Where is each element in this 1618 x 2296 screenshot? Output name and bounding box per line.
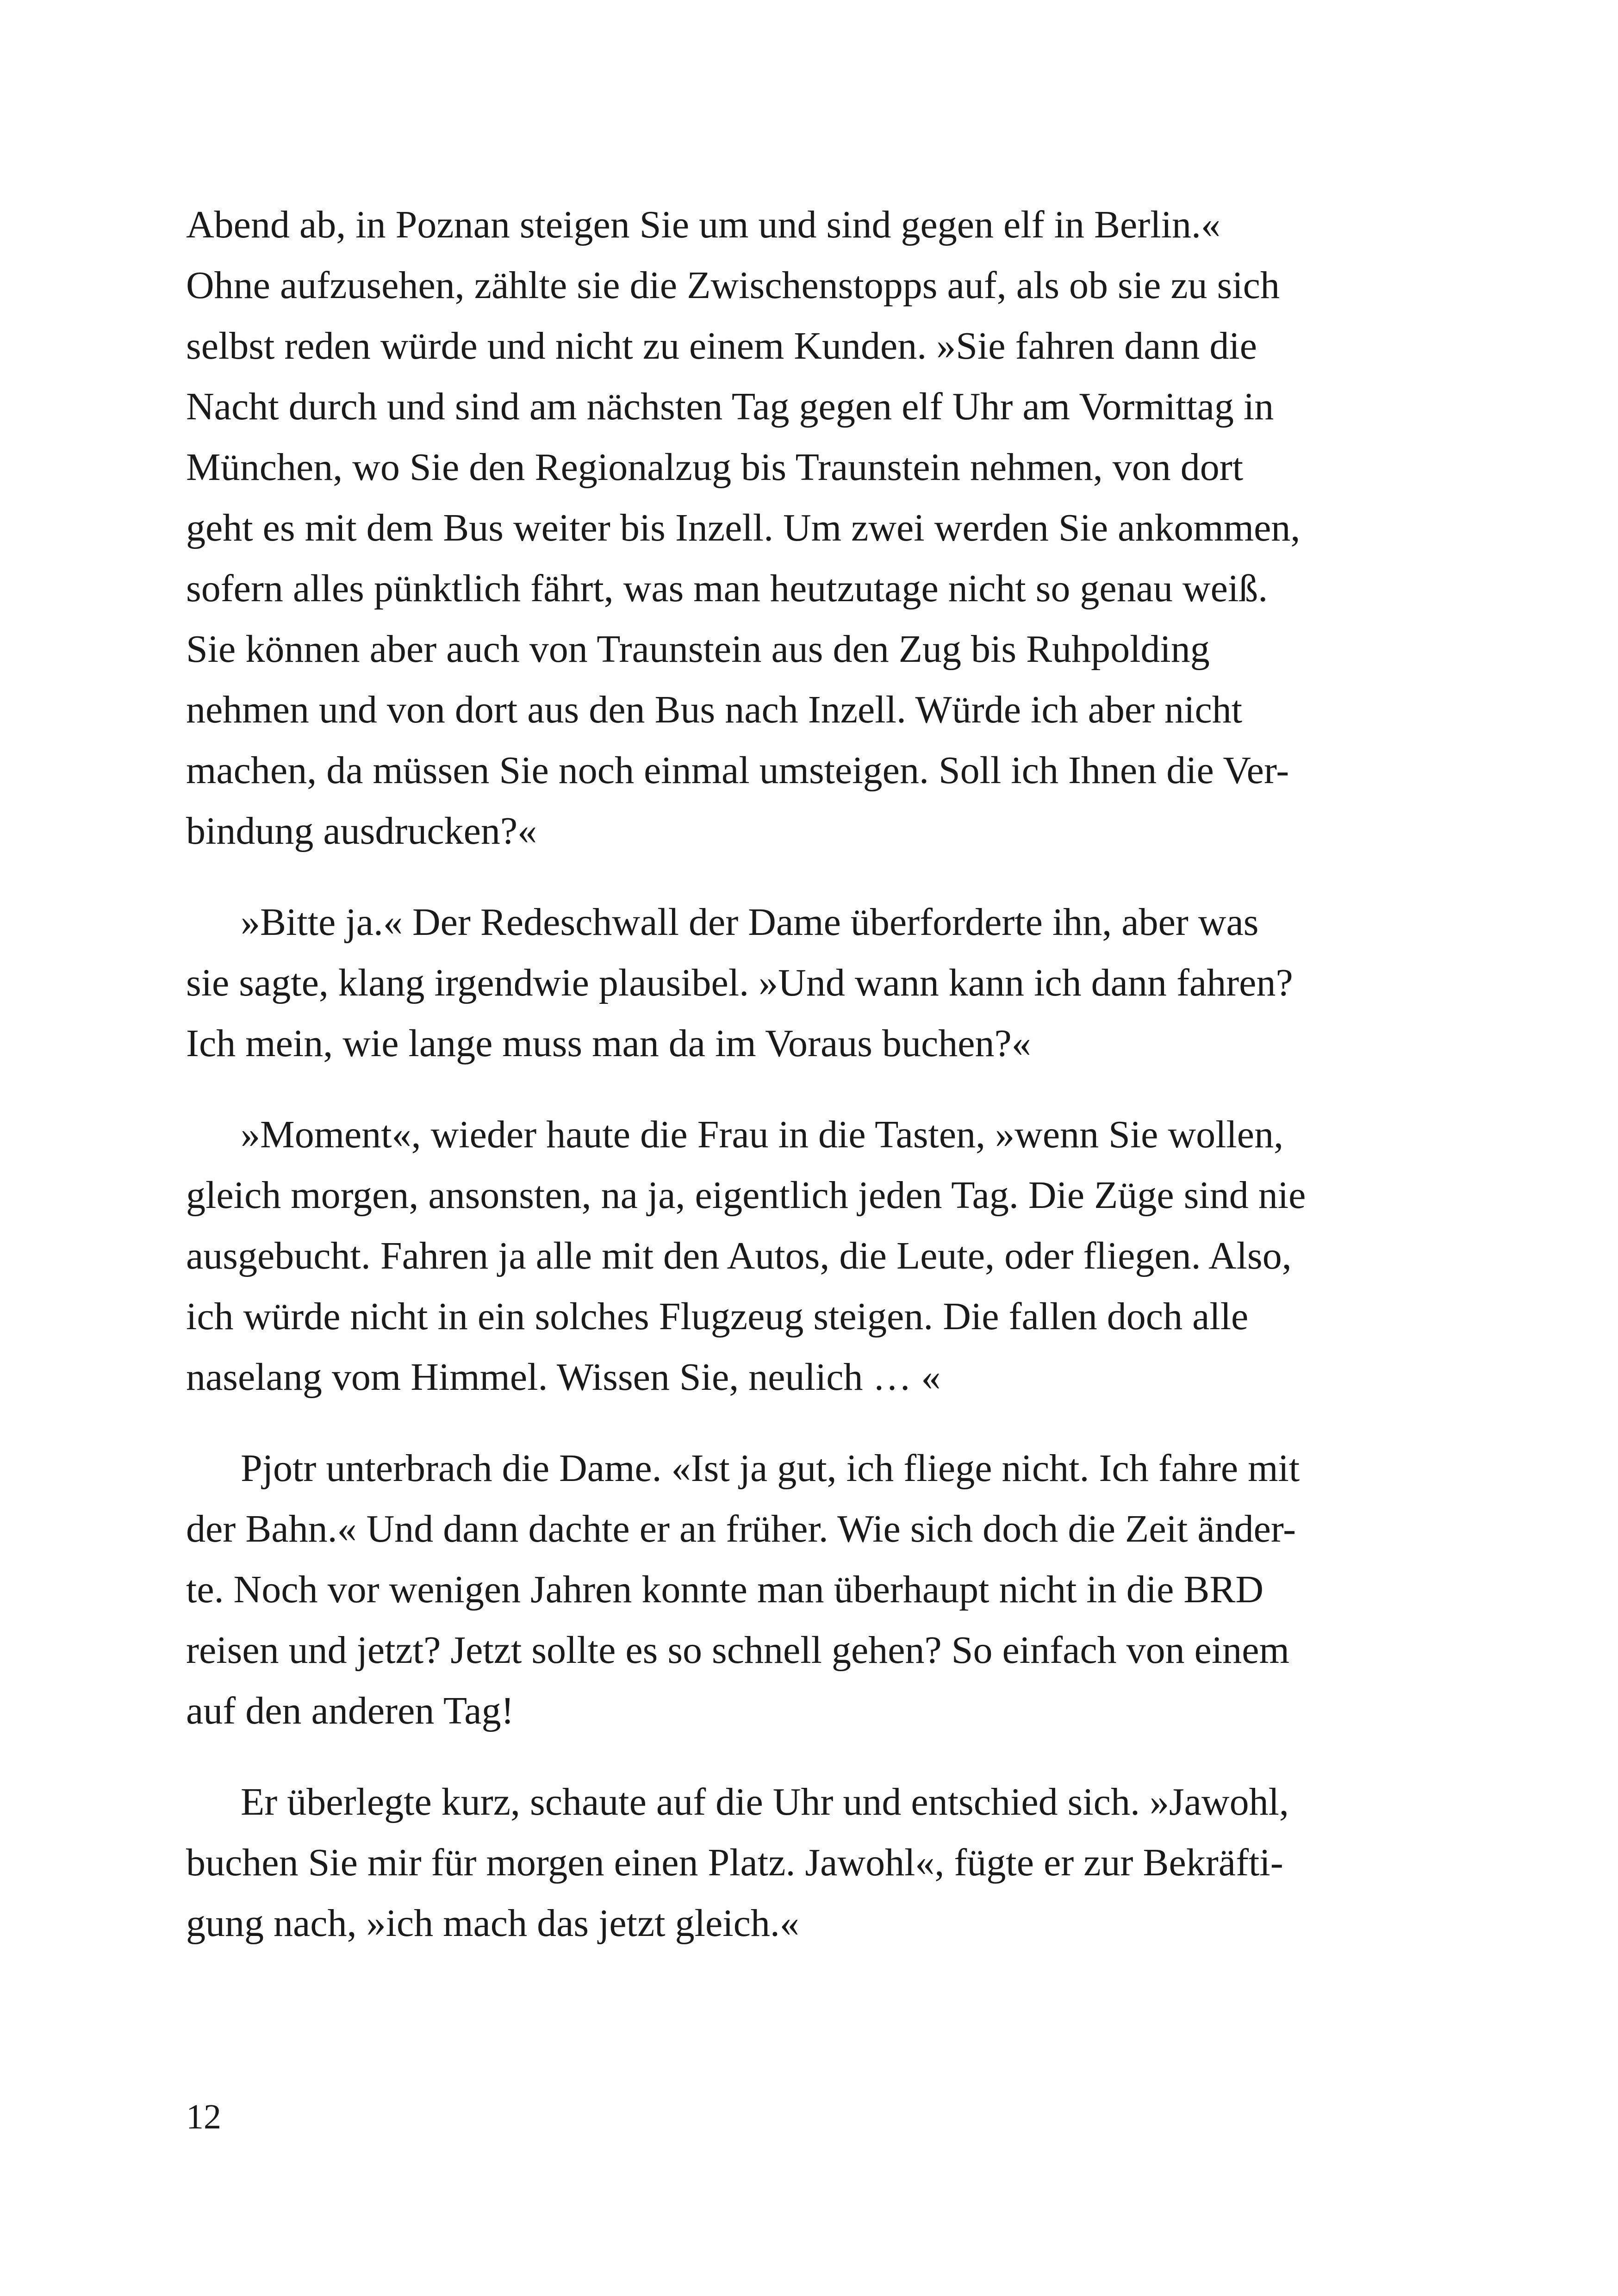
text-line: naselang vom Himmel. Wissen Sie, neulich … «	[186, 1356, 941, 1399]
text-line: Nacht durch und sind am nächsten Tag gegen elf Uhr am Vormittag in	[186, 385, 1274, 428]
paragraph	[186, 1772, 1436, 1954]
text-line: ausgebucht. Fahren ja alle mit den Autos, die Leute, oder fliegen. Also,	[186, 1234, 1292, 1277]
text-line: Ohne aufzusehen, zählte sie die Zwischenstopps auf, als ob sie zu sich	[186, 264, 1280, 307]
paragraph	[186, 194, 1436, 861]
text-line: »Moment«, wieder haute die Frau in die Tasten, »wenn Sie wollen,	[241, 1113, 1284, 1156]
text-line: nehmen und von dort aus den Bus nach Inzell. Würde ich aber nicht	[186, 688, 1243, 731]
text-line: Sie können aber auch von Traunstein aus den Zug bis Ruhpolding	[186, 628, 1210, 671]
text-line: bindung ausdrucken?«	[186, 809, 537, 852]
text-line: buchen Sie mir für morgen einen Platz. Jawohl«, fügte er zur Bekräfti-	[186, 1841, 1283, 1884]
text-line: auf den anderen Tag!	[186, 1689, 514, 1732]
paragraph	[186, 1438, 1436, 1741]
text-line: gleich morgen, ansonsten, na ja, eigentlich jeden Tag. Die Züge sind nie	[186, 1174, 1306, 1217]
text-line: geht es mit dem Bus weiter bis Inzell. Um zwei werden Sie ankommen,	[186, 506, 1301, 549]
text-line: machen, da müssen Sie noch einmal umsteigen. Soll ich Ihnen die Ver-	[186, 749, 1289, 792]
text-line: München, wo Sie den Regionalzug bis Traunstein nehmen, von dort	[186, 446, 1244, 489]
paragraph	[186, 892, 1436, 1074]
text-line: Abend ab, in Poznan steigen Sie um und sind gegen elf in Berlin.«	[186, 203, 1220, 246]
text-line: Ich mein, wie lange muss man da im Voraus buchen?«	[186, 1022, 1031, 1065]
text-line: sie sagte, klang irgendwie plausibel. »Und wann kann ich dann fahren?	[186, 961, 1293, 1004]
text-line: te. Noch vor wenigen Jahren konnte man überhaupt nicht in die BRD	[186, 1568, 1264, 1611]
text-line: ich würde nicht in ein solches Flugzeug steigen. Die fallen doch alle	[186, 1295, 1249, 1338]
text-line: selbst reden würde und nicht zu einem Kunden. »Sie fahren dann die	[186, 324, 1257, 367]
text-line: sofern alles pünktlich fährt, was man heutzutage nicht so genau weiß.	[186, 567, 1268, 610]
text-line: reisen und jetzt? Jetzt sollte es so schnell gehen? So einfach von einem	[186, 1629, 1289, 1672]
text-line: der Bahn.« Und dann dachte er an früher. Wie sich doch die Zeit änder-	[186, 1507, 1296, 1550]
paragraph	[186, 1104, 1436, 1407]
page-number: 12	[186, 2097, 221, 2136]
text-line: Er überlegte kurz, schaute auf die Uhr und entschied sich. »Jawohl,	[241, 1780, 1289, 1823]
text-line: gung nach, »ich mach das jetzt gleich.«	[186, 1902, 799, 1945]
body-text	[186, 194, 1436, 1984]
text-line: Pjotr unterbrach die Dame. «Ist ja gut, ich fliege nicht. Ich fahre mit	[241, 1447, 1300, 1490]
text-line: »Bitte ja.« Der Redeschwall der Dame überforderte ihn, aber was	[241, 901, 1259, 944]
